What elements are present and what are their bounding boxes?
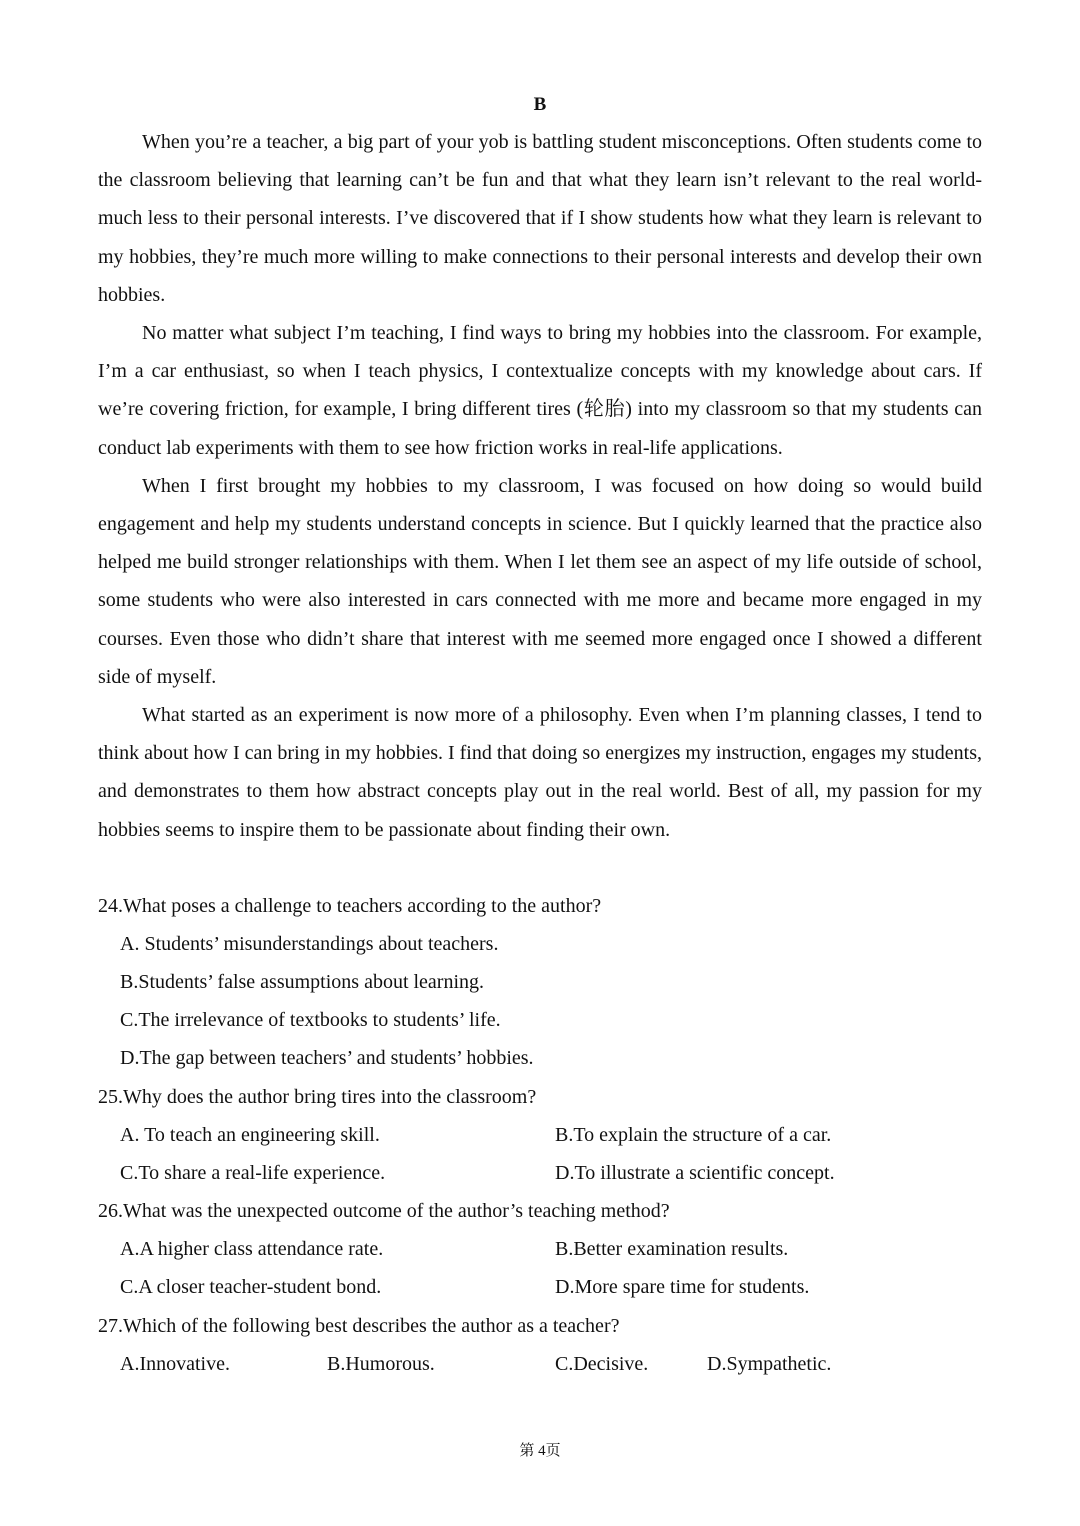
question-25-option-a: A. To teach an engineering skill. [120, 1124, 380, 1146]
section-heading: B [533, 94, 547, 115]
question-24-option-d: D.The gap between teachers’ and students’ hobbies. [120, 1047, 534, 1069]
question-24-option-b: B.Students’ false assumptions about learning. [120, 971, 485, 993]
passage-paragraph: When you’re a teacher, a big part of your yob is battling student misconceptions. Often students come to the classroom believing that learning can’t be fun and that what they learn isn’t relevant to the real world-much less to their personal interests. I’ve discovered that if I show students how what they learn is relevant to my hobbies, they’re much more willing to make connections to their personal interests and develop their own hobbies. [98, 131, 982, 306]
question-24-stem: 24.What poses a challenge to teachers according to the author? [98, 895, 602, 917]
question-24-option-c: C.The irrelevance of textbooks to students’ life. [120, 1009, 501, 1031]
question-27-option-d: D.Sympathetic. [707, 1353, 832, 1375]
question-27-option-b: B.Humorous. [327, 1353, 435, 1375]
question-27-stem: 27.Which of the following best describes the author as a teacher? [98, 1315, 620, 1337]
question-26-option-a: A.A higher class attendance rate. [120, 1238, 384, 1260]
question-26-option-b: B.Better examination results. [555, 1238, 789, 1260]
question-26-option-c: C.A closer teacher-student bond. [120, 1276, 382, 1298]
question-27-option-a: A.Innovative. [120, 1353, 230, 1375]
passage-paragraph: No matter what subject I’m teaching, I find ways to bring my hobbies into the classroom. For example, I’m a car enthusiast, so when I teach physics, I contextualize concepts with my knowledge about cars. If we’re covering friction, for example, I bring different tires (轮胎) into my classroom so that my students can conduct lab experiments with them to see how friction works in real-life applications. [98, 322, 982, 459]
question-25-option-c: C.To share a real-life experience. [120, 1162, 386, 1184]
reading-passage [98, 123, 982, 849]
question-26-option-d: D.More spare time for students. [555, 1276, 810, 1298]
question-27-option-c: C.Decisive. [555, 1353, 649, 1375]
question-25-option-d: D.To illustrate a scientific concept. [555, 1162, 835, 1184]
question-25-stem: 25.Why does the author bring tires into the classroom? [98, 1086, 537, 1108]
question-24-option-a: A. Students’ misunderstandings about teachers. [120, 933, 499, 955]
question-26-stem: 26.What was the unexpected outcome of the author’s teaching method? [98, 1200, 670, 1222]
question-25-option-b: B.To explain the structure of a car. [555, 1124, 832, 1146]
passage-paragraph: What started as an experiment is now more of a philosophy. Even when I’m planning classes, I tend to think about how I can bring in my hobbies. I find that doing so energizes my instruction, engages my students, and demonstrates to them how abstract concepts play out in the real world. Best of all, my passion for my hobbies seems to inspire them to be passionate about finding their own. [98, 704, 982, 841]
page-number: 第 4页 [519, 1443, 561, 1459]
passage-paragraph: When I first brought my hobbies to my classroom, I was focused on how doing so would build engagement and help my students understand concepts in science. But I quickly learned that the practice also helped me build stronger relationships with them. When I let them see an aspect of my life outside of school, some students who were also interested in cars connected with me more and became more engaged in my courses. Even those who didn’t share that interest with me seemed more engaged once I showed a different side of myself. [98, 474, 982, 688]
